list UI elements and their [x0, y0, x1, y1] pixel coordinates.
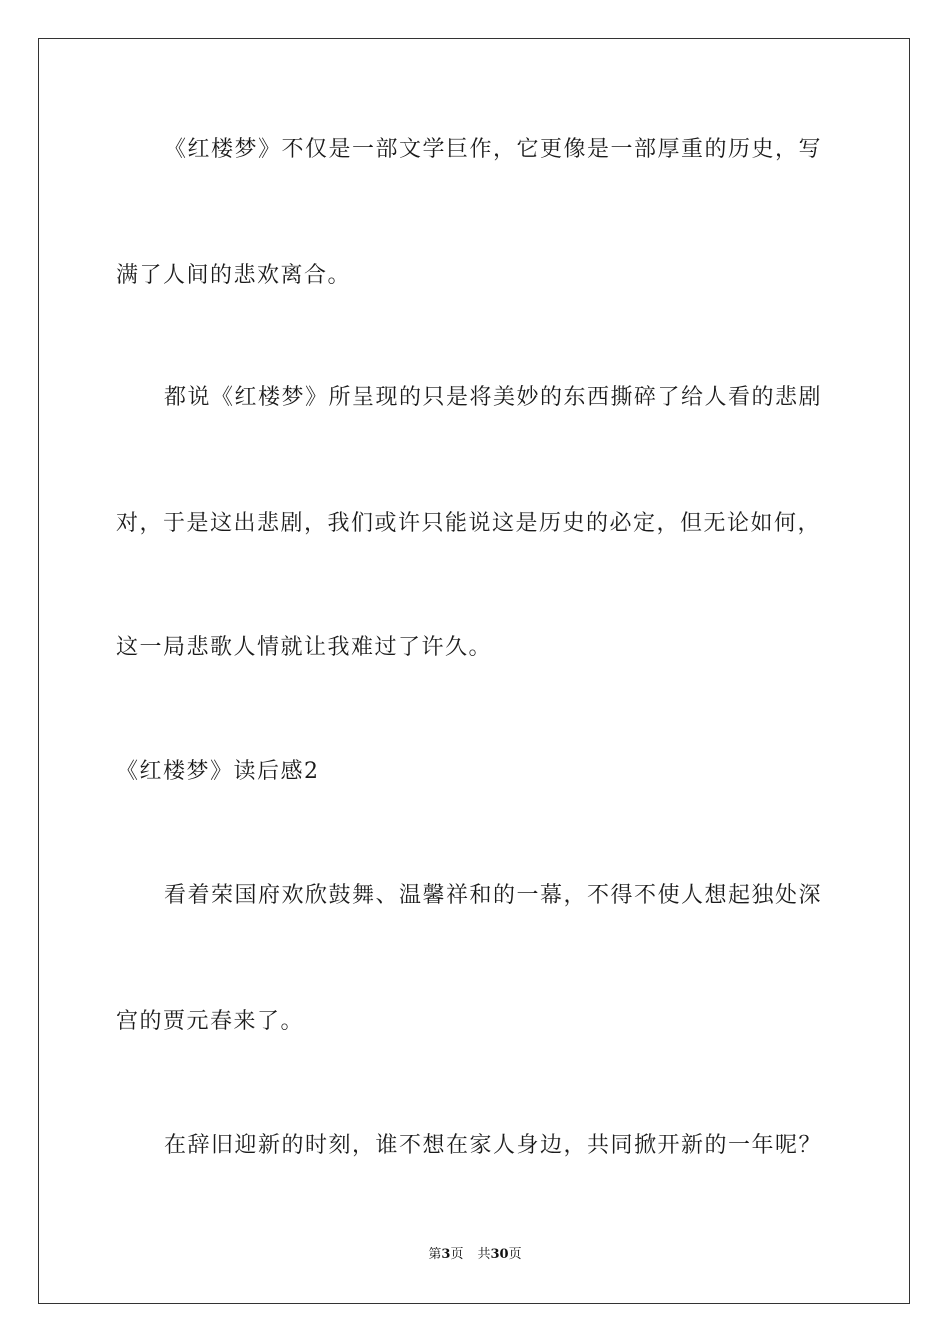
page-border — [38, 38, 910, 1304]
page-number: 3 — [441, 1247, 451, 1262]
paragraph-line-4: 对，于是这出悲剧，我们或许只能说这是历史的必定，但无论如何， — [116, 511, 822, 536]
total-suffix: 页 — [508, 1247, 522, 1262]
page-footer — [0, 1246, 950, 1264]
total-pages: 30 — [490, 1247, 509, 1262]
paragraph-line-3: 都说《红楼梦》所呈现的只是将美妙的东西撕碎了给人看的悲剧 — [164, 385, 823, 410]
section-heading: 《红楼梦》读后感2 — [116, 759, 320, 784]
page-suffix: 页 — [450, 1247, 464, 1262]
paragraph-line-8: 在辞旧迎新的时刻，谁不想在家人身边，共同掀开新的一年呢？ — [164, 1133, 823, 1158]
total-prefix: 共 — [477, 1247, 491, 1262]
page-prefix: 第 — [428, 1247, 442, 1262]
paragraph-line-7: 宫的贾元春来了。 — [116, 1009, 305, 1034]
paragraph-line-1: 《红楼梦》不仅是一部文学巨作，它更像是一部厚重的历史，写 — [164, 137, 823, 162]
paragraph-line-2: 满了人间的悲欢离合。 — [116, 263, 352, 288]
paragraph-line-6: 看着荣国府欢欣鼓舞、温馨祥和的一幕，不得不使人想起独处深 — [164, 883, 823, 908]
paragraph-line-5: 这一局悲歌人情就让我难过了许久。 — [116, 635, 493, 660]
